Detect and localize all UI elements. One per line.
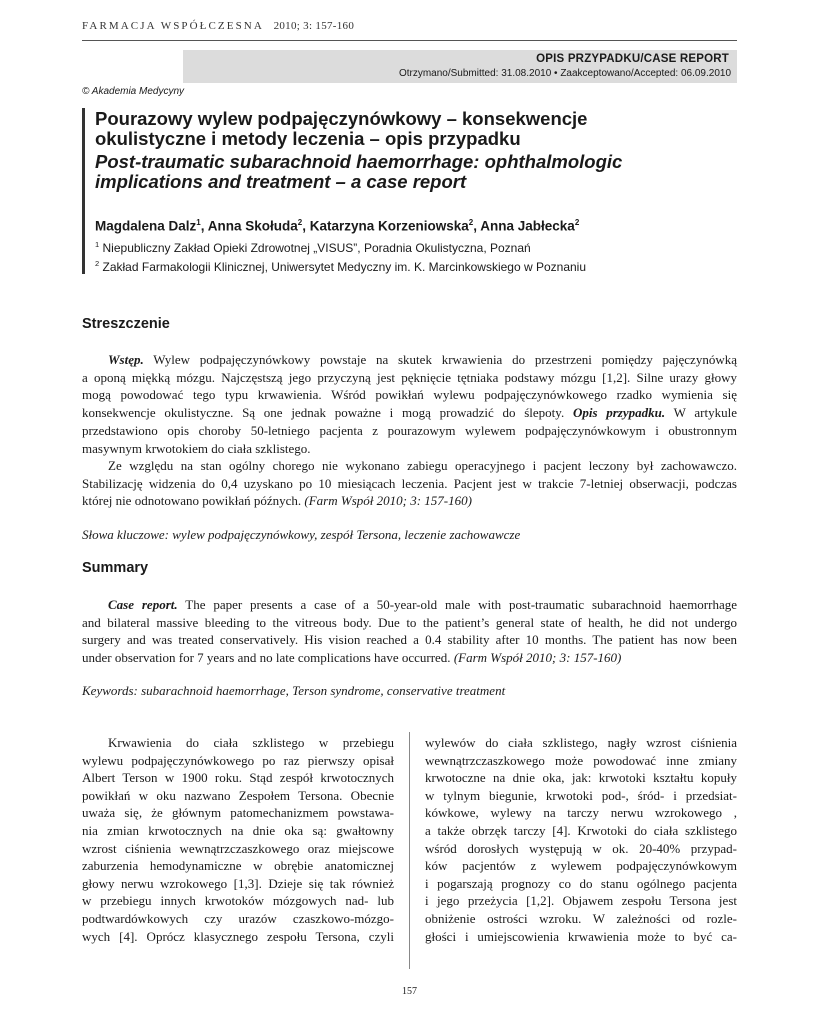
author-name: Anna Skołuda [207,218,298,234]
body-line: Albert Terson w 1900 roku. Stąd zespół krwotocznych [82,770,394,786]
run-in-heading: Case report. [108,597,178,612]
citation-text: (Farm Współ 2010; 3: 157-160) [453,650,622,666]
citation-text: (Farm Współ 2010; 3: 157-160) [304,493,472,509]
body-line: wewnątrzczaszkowego może powodować inne zmiany [425,752,737,768]
abstract-pl-paragraph-2 [82,457,737,510]
heading-summary: Summary [82,560,149,576]
text-run: and bilateral massive bleeding to the vitreous body. Due to the patient’s general state of health, he did not undergo [82,614,737,630]
body-line: ków pacjentów z wylewem podpajęczynówkowym [425,858,737,874]
text-line [82,457,737,475]
article-type: OPIS PRZYPADKU/CASE REPORT [536,53,729,65]
text-line [82,422,737,440]
heading-streszczenie: Streszczenie [82,316,170,332]
author-name: Magdalena Dalz [95,218,197,234]
text-line [82,492,737,510]
page-number: 157 [402,986,417,997]
affiliation-number: 2 [95,259,100,268]
author-name: Katarzyna Korzeniowska [309,218,469,234]
journal-citation: 2010; 3: 157-160 [273,20,355,32]
text-run: Stabilizację widzenia do 0,4 uzyskano po 10 miesiącach leczenia. Pacjent jest w trakcie 7-letniej obserwacji, podczas [82,475,737,491]
body-line: wzrost ciśnienia wewnątrzczaszkowego oraz miejscowe [82,840,394,856]
text-run: której nie odnotowano powikłań późnych. [82,493,305,509]
text-run: The paper presents a case of a 50-year-old male with post-traumatic subarachnoid haemorrhage [177,597,738,612]
body-column-right [425,734,737,945]
affiliation-number: 1 [95,240,100,249]
text-line [82,614,737,632]
author-affiliation-mark: 2 [574,218,580,227]
text-line [82,351,737,369]
author-name: Anna Jabłecka [480,218,575,234]
text-line [82,404,737,422]
author-affiliation-mark: 2 [468,218,474,227]
author-affiliation-mark: 1 [196,218,201,227]
keywords-pl: Słowa kluczowe: wylew podpajęczynówkowy, zespół Tersona, leczenie zachowawcze [82,527,521,542]
text-run: konsekwencje okulistyczne. Są one jednak poważne i mogą prowadzić do ślepoty. [82,405,573,421]
authors: Magdalena Dalz$^1$, Anna Skołuda$^2$, Katarzyna Korzeniowska$^2$, Anna Jabłecka$^2$ [95,218,580,234]
title-english-line: Post-traumatic subarachnoid haemorrhage: ophthalmologic [95,151,623,172]
body-line: w tylnym biegunie, krwotoki pod-, śród- i przedsiat- [425,787,737,803]
text-run: W artykule [665,405,737,421]
title-polish-line: okulistyczne i metody leczenia – opis przypadku [95,128,521,149]
author-affiliation-mark: 2 [297,218,303,227]
body-line: głowy nerwu wzrokowego [1,3]. Dzieje się tak również [82,875,394,891]
keywords-en: Keywords: subarachnoid haemorrhage, Terson syndrome, conservative treatment [82,683,506,698]
body-line: obniżenie ostrości wzroku. W zależności od rozle- [425,910,737,926]
running-head [82,20,354,32]
body-line: wylewów do ciała szklistego, nagły wzrost ciśnienia [425,735,737,750]
body-line: Krwawienia do ciała szklistego w przebiegu [108,735,394,750]
text-run: Ze względu na stan ogólny chorego nie wykonano zabiegu operacyjnego i pacjent leczony był zachowawczo. [108,458,737,473]
affiliation-text: Zakład Farmakologii Klinicznej, Uniwersytet Medyczny im. K. Marcinkowskiego w Poznaniu [102,260,587,274]
body-line: nia zmian krwotocznych na dnie oka są: gwałtowny [82,822,394,838]
affiliation-text: Niepubliczny Zakład Opieki Zdrowotnej „VISUS”, Poradnia Okulistyczna, Poznań [102,241,531,255]
body-line: i jego przeżycia [1,2]. Objawem zespołu Tersona jest [425,893,737,909]
column-divider [409,732,410,969]
text-line [82,475,737,493]
body-line: a także obrzęk tarczy [4]. Krwotoki do ciała szklistego [425,822,737,838]
body-line: głości i umiejscowienia krwawienia może to być ca- [425,928,737,944]
text-run: Wylew podpajęczynówkowy powstaje na skutek krwawienia do przestrzeni pomiędzy pajęczynówką [143,352,737,367]
body-line: wylewu podpajęczynówkowego po raz pierwszy opisał [82,752,394,768]
text-run: przedstawiono opis choroby 50-letniego pacjenta z pourazowym wylewem podpajęczynówkowym i obustronnym [82,422,737,438]
run-in-heading: Opis przypadku. [572,405,666,421]
text-line [82,649,737,667]
text-run: under observation for 7 years and no late complications have occurred. [82,650,454,666]
text-line [82,386,737,404]
body-line: zaburzenia hemodynamiczne w obrębie anatomicznej [82,858,394,874]
title-polish [95,109,735,149]
copyright: © Akademia Medycyny [82,86,185,97]
journal-name: FARMACJA WSPÓŁCZESNA [82,20,264,32]
text-run: surgery and was treated conservatively. His vision reached a 0.4 stability after 10 months. The patient has now been [82,632,737,648]
text-run: masywnym krwotokiem do ciała szklistego. [82,440,311,456]
body-line: w przebiegu innych krwotoków mózgowych nad- lub [82,893,394,909]
body-line: kówkowe, wylewy na tarczy nerwu wzrokowego , [425,805,737,821]
abstract-en-paragraph [82,596,737,667]
body-line: i pogarszają prognozy co do stanu ogólnego pacjenta [425,875,737,891]
header-rule [82,40,737,41]
title-polish-line: Pourazowy wylew podpajęczynówkowy – konsekwencje [95,108,588,129]
title-english-line: implications and treatment – a case report [95,171,467,192]
title-english [95,152,735,192]
affiliation-1 [95,240,531,255]
body-line: powikłań w oku nazwano Zespołem Tersona. Obecnie [82,787,394,803]
body-line: wych [4]. Oprócz klasycznego zespołu Tersona, czyli [82,928,394,944]
text-run: a oponą miękką mózgu. Najczęstszą jego przyczyną jest pęknięcie tętniaka podstawy mózgu [1,2]. Silne urazy głowy [82,369,737,385]
text-line [82,596,737,614]
text-line [82,440,737,458]
body-line: wśród dorosłych występują w ok. 20-40% przypad- [425,840,737,856]
text-line [82,631,737,649]
abstract-pl-paragraph-1 [82,351,737,457]
text-run: mogą powodować tego typu krwawienia. Wśród powikłań wylewu podpajęczynówkowego rzadko wymienia się [82,387,737,403]
body-line: krwotoczne na dnie oka, jak: krwotoki kształtu kopuły [425,770,737,786]
body-line: podtwardówkowych czy urazów czaszkowo-mózgo- [82,910,394,926]
article-type-box [183,50,737,83]
body-column-left [82,734,394,945]
title-side-bar [82,108,85,274]
run-in-heading: Wstęp. [108,352,144,367]
affiliation-2 [95,259,586,274]
body-line: uważa się, że głównym patomechanizmem powstawa- [82,805,394,821]
submission-dates: Otrzymano/Submitted: 31.08.2010 • Zaakceptowano/Accepted: 06.09.2010 [398,68,731,79]
text-line [82,369,737,387]
